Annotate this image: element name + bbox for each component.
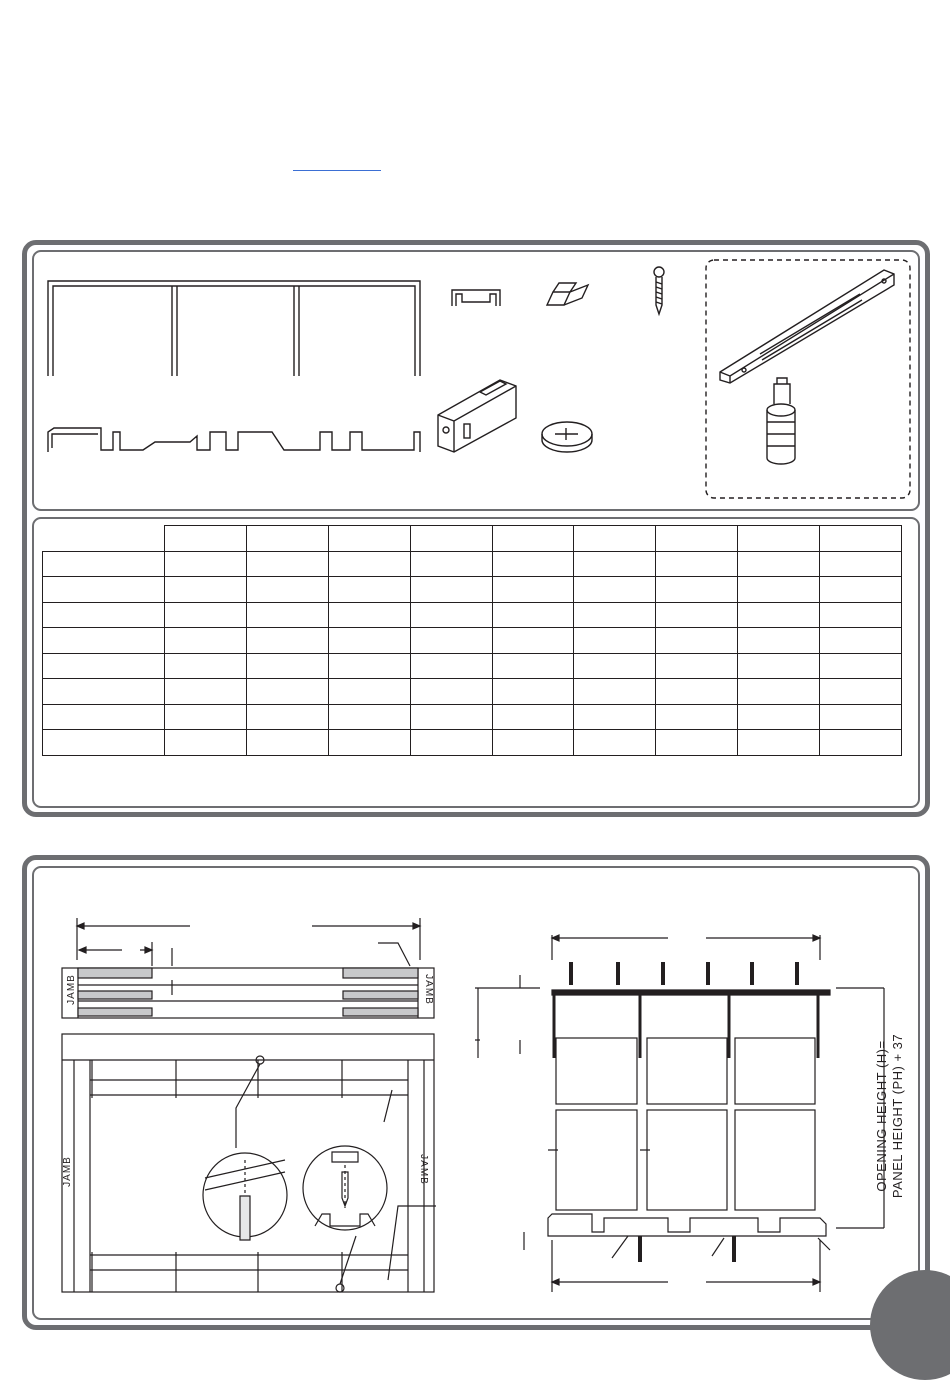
jamb-label-left-frame: JAMB: [61, 1156, 73, 1187]
jamb-label-left-track: JAMB: [65, 974, 77, 1005]
jamb-label-right-frame: JAMB: [417, 1154, 429, 1185]
formula-line-2: PANEL HEIGHT (PH) + 37: [890, 1033, 905, 1199]
jamb-label-right-track: JAMB: [422, 974, 434, 1005]
formula-line-1: OPENING HEIGHT (H)=: [874, 1040, 889, 1192]
opening-height-formula: [874, 996, 906, 1236]
